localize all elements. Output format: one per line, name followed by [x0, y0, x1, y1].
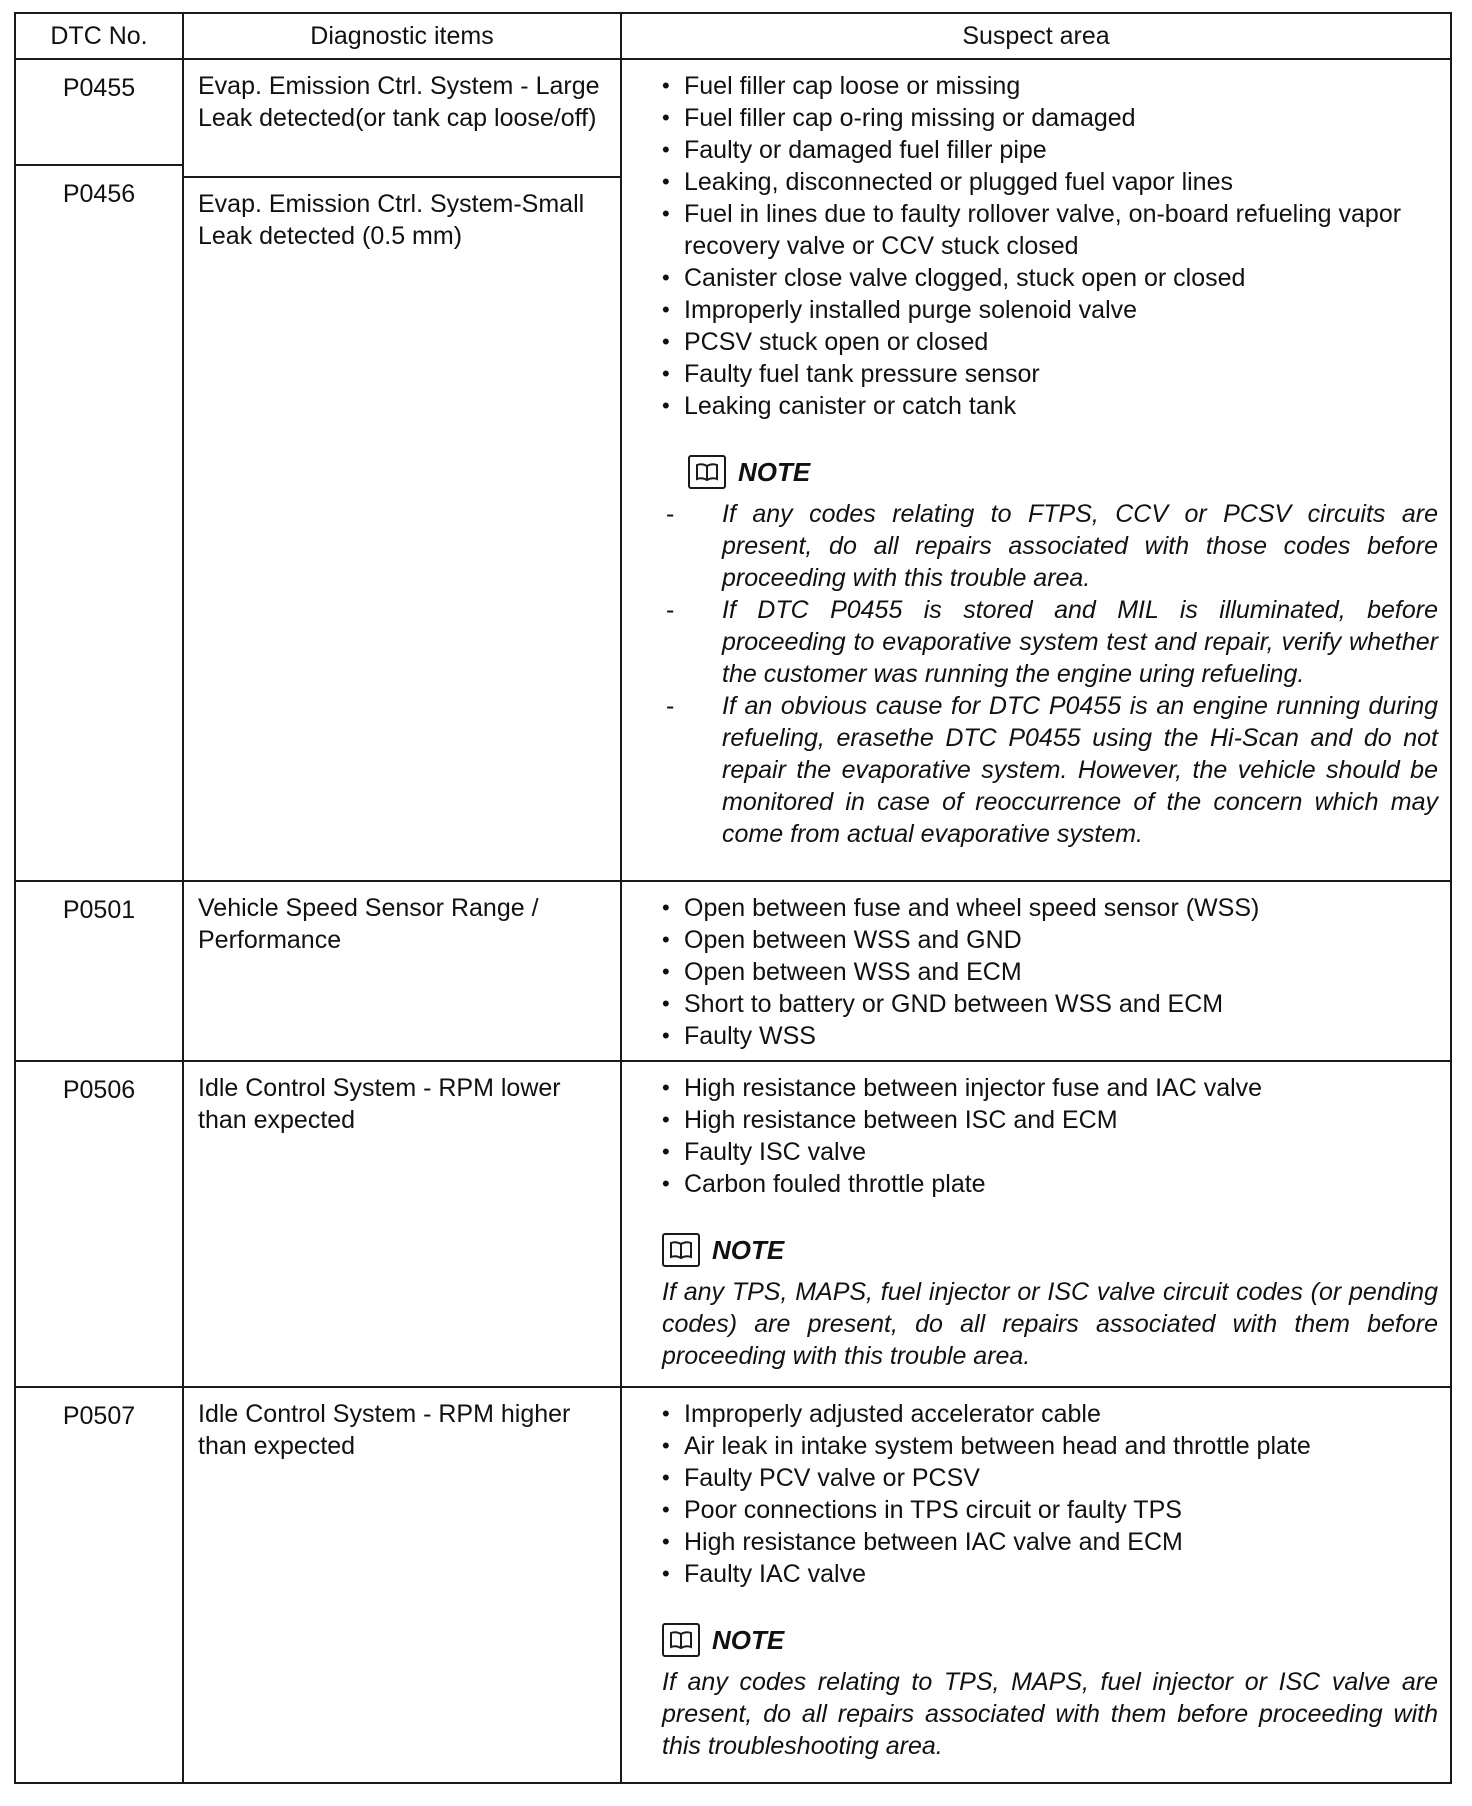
dtc-code: P0507	[15, 1387, 183, 1783]
diagnostic-item: Evap. Emission Ctrl. System - Large Leak detected(or tank cap loose/off)	[198, 72, 600, 132]
dtc-code-cell	[15, 59, 183, 881]
table-row	[15, 1061, 1451, 1387]
diagnostic-item: Idle Control System - RPM higher than expected	[183, 1387, 621, 1783]
suspect-list	[662, 70, 1438, 422]
dash-icon: -	[666, 500, 675, 528]
header-dtc-no: DTC No.	[15, 13, 183, 59]
list-item: • Air leak in intake system between head and throttle plate	[662, 1430, 1438, 1462]
header-suspect-area: Suspect area	[621, 13, 1451, 59]
list-item: • High resistance between injector fuse and IAC valve	[662, 1072, 1438, 1104]
list-item: • Leaking canister or catch tank	[662, 390, 1438, 422]
note-title: NOTE	[712, 1625, 785, 1655]
list-item: • Faulty WSS	[662, 1020, 1438, 1052]
suspect-area-cell	[621, 881, 1451, 1061]
dtc-code: P0501	[15, 881, 183, 1061]
note-block	[662, 1230, 1438, 1372]
table-header-row	[15, 13, 1451, 59]
note-title: NOTE	[712, 1235, 785, 1265]
table-row	[15, 59, 1451, 881]
suspect-area-cell	[621, 59, 1451, 881]
table-row	[15, 881, 1451, 1061]
dash-icon: -	[666, 596, 675, 624]
list-item: • Short to battery or GND between WSS and ECM	[662, 988, 1438, 1020]
list-item: • Faulty IAC valve	[662, 1558, 1438, 1590]
note-title: NOTE	[738, 457, 811, 487]
list-item: • Leaking, disconnected or plugged fuel vapor lines	[662, 166, 1438, 198]
diagnostic-item-cell	[183, 59, 621, 881]
list-item: • Faulty or damaged fuel filler pipe	[662, 134, 1438, 166]
note-item	[660, 690, 1438, 850]
note-item	[660, 498, 1438, 594]
note-block	[666, 452, 1438, 850]
dtc-code: P0506	[15, 1061, 183, 1387]
note-text: If any codes relating to TPS, MAPS, fuel injector or ISC valve are present, do all repairs associated with them before proceeding with this troubleshooting area.	[662, 1668, 1438, 1760]
note-item-text: If an obvious cause for DTC P0455 is an engine running during refueling, erasethe DTC P0455 using the Hi-Scan and do not repair the evaporative system. However, the vehicle should be monitored in case of reoccurrence of the concern which may come from actual evaporative system.	[722, 692, 1438, 848]
list-item: • Fuel filler cap o-ring missing or damaged	[662, 102, 1438, 134]
note-list	[660, 498, 1438, 850]
suspect-list	[662, 892, 1438, 1052]
dtc-code: P0456	[16, 164, 182, 210]
note-heading	[688, 452, 1438, 492]
list-item: • Fuel in lines due to faulty rollover valve, on-board refueling vapor recovery valve or CCV stuck closed	[662, 198, 1438, 262]
header-diagnostic-items: Diagnostic items	[183, 13, 621, 59]
list-item: • Open between WSS and GND	[662, 924, 1438, 956]
suspect-area-cell	[621, 1387, 1451, 1783]
list-item: • Faulty PCV valve or PCSV	[662, 1462, 1438, 1494]
list-item: • Poor connections in TPS circuit or faulty TPS	[662, 1494, 1438, 1526]
book-icon	[688, 455, 726, 489]
list-item: • High resistance between ISC and ECM	[662, 1104, 1438, 1136]
suspect-list	[662, 1072, 1438, 1200]
book-icon	[662, 1623, 700, 1657]
list-item: • Improperly installed purge solenoid valve	[662, 294, 1438, 326]
dtc-table	[14, 12, 1452, 1784]
diagnostic-item: Vehicle Speed Sensor Range / Performance	[183, 881, 621, 1061]
book-icon	[662, 1233, 700, 1267]
suspect-list	[662, 1398, 1438, 1590]
note-item	[660, 594, 1438, 690]
list-item: • Open between WSS and ECM	[662, 956, 1438, 988]
note-item-text: If DTC P0455 is stored and MIL is illuminated, before proceeding to evaporative system test and repair, verify whether the customer was running the engine uring refueling.	[722, 596, 1438, 688]
list-item: • Open between fuse and wheel speed sensor (WSS)	[662, 892, 1438, 924]
list-item: • Faulty fuel tank pressure sensor	[662, 358, 1438, 390]
list-item: • Carbon fouled throttle plate	[662, 1168, 1438, 1200]
list-item: • Canister close valve clogged, stuck open or closed	[662, 262, 1438, 294]
suspect-area-cell	[621, 1061, 1451, 1387]
list-item: • PCSV stuck open or closed	[662, 326, 1438, 358]
note-text: If any TPS, MAPS, fuel injector or ISC valve circuit codes (or pending codes) are present, do all repairs associated with them before proceeding with this trouble area.	[662, 1278, 1438, 1370]
note-block	[662, 1620, 1438, 1762]
note-item-text: If any codes relating to FTPS, CCV or PCSV circuits are present, do all repairs associated with those codes before proceeding with this trouble area.	[722, 500, 1438, 592]
note-heading	[662, 1230, 1438, 1270]
list-item: • Fuel filler cap loose or missing	[662, 70, 1438, 102]
list-item: • High resistance between IAC valve and ECM	[662, 1526, 1438, 1558]
diagnostic-item: Idle Control System - RPM lower than expected	[183, 1061, 621, 1387]
dash-icon: -	[666, 692, 675, 720]
list-item: • Improperly adjusted accelerator cable	[662, 1398, 1438, 1430]
diagnostic-item: Evap. Emission Ctrl. System-Small Leak detected (0.5 mm)	[184, 176, 620, 252]
note-heading	[662, 1620, 1438, 1660]
list-item: • Faulty ISC valve	[662, 1136, 1438, 1168]
dtc-code: P0455	[62, 74, 136, 102]
table-row	[15, 1387, 1451, 1783]
